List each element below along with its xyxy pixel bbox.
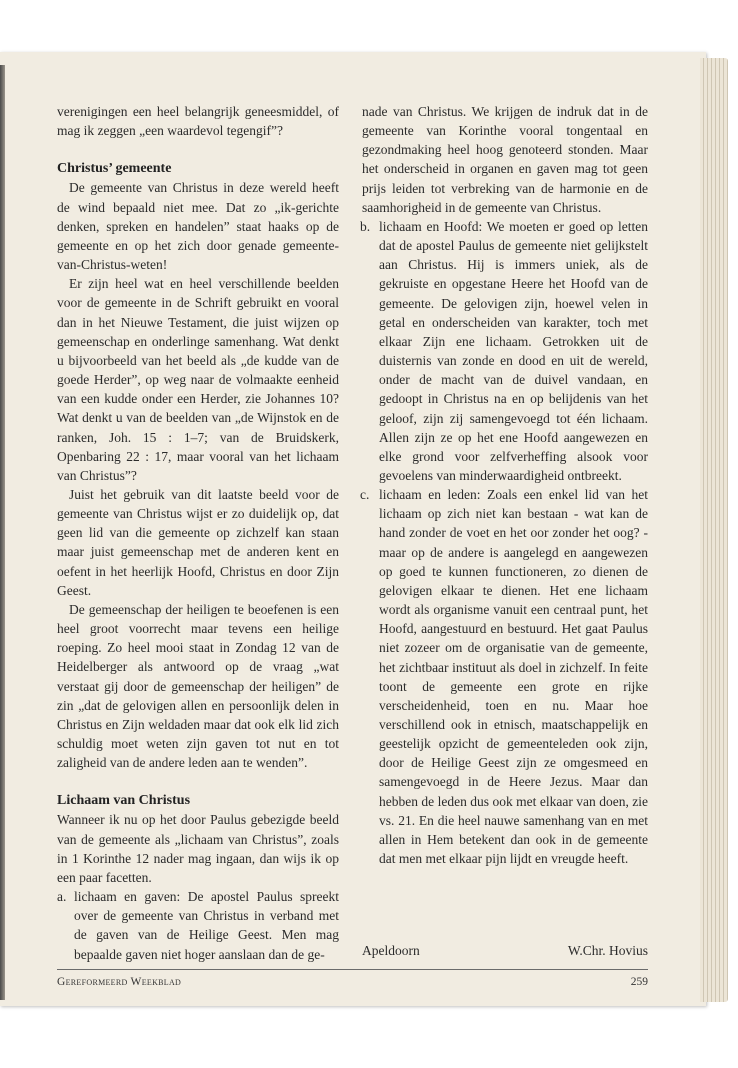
signature-place: Apeldoorn <box>362 943 420 958</box>
paragraph-1: De gemeente van Christus in deze wereld heeft de wind bepaald niet mee. Dat zo „ik-gerichte denken, spreken en handelen” staat haaks op de gemeente en op het zich door genade gemeente-van-Christus-weten! <box>57 180 339 273</box>
list-marker: b. <box>360 218 371 234</box>
page-footer <box>57 976 648 988</box>
section-heading-lichaam-van-christus: Lichaam van Christus <box>57 793 191 809</box>
list-item-c <box>362 485 648 868</box>
list-item-text: lichaam en leden: Zoals een enkel lid van het lichaam op zich niet kan bestaan - wat kan de hand zonder de voet en het oor zonder het oog? - maar op de andere is aangelegd en aangewezen op goed te kunnen functioneren, zo dienen de gelovigen elkaar te dienen. Het ene lichaam wordt als organisme vanuit een centraal punt, het Hoofd, aangestuurd en bestuurd. Het gaat Paulus niet zozeer om de organisatie van de gemeente, het zichtbaar instituut als doel in zichzelf. In feite toont de gemeente een grote en rijke verscheidenheid, toen en nu. Maar hoe verschillend ook in etnisch, maatschappelijk en geestelijk opzicht de gemeenteleden ook zijn, door de Heilige Geest zijn ze omgesmeed en samengevoegd in de Heere Jezus. Maar dan hebben de leden dus ook met elkaar van doen, zie vs. 21. En die heel nauwe samenhang van en met allen in Hem betekent dan ook in de gemeente dat men met elkaar pijn lijdt en vreugde heeft. <box>379 487 648 867</box>
list-item-b <box>362 217 648 485</box>
list-marker: a. <box>57 889 67 905</box>
book-binding <box>0 65 5 1000</box>
paragraph-5: Wanneer ik nu op het door Paulus gebezigde beeld van de gemeente als „lichaam van Christus”, zoals in 1 Korinthe 12 nader mag ingaan, dan wijs ik op een paar facetten. <box>57 812 339 885</box>
paragraph-2: Er zijn heel wat en heel verschillende beelden voor de gemeente in de Schrift gebruikt en vooral dan in het Nieuwe Testament, die juist wijzen op gemeenschap en onderlinge samenhang. Wat denkt u bijvoorbeeld van het beeld als „de kudde van de goede Herder”, op weg naar de volmaakte eenheid van een kudde onder een Herder, zie Johannes 10? Wat denkt u van de beelden van „de Wijnstok en de ranken, Joh. 15 : 1–7; van de Bruidskerk, Openbaring 22 : 17, maar vooral van het lichaam van Christus”? <box>57 276 339 483</box>
right-column <box>362 102 648 868</box>
publication-name: Gereformeerd Weekblad <box>57 976 182 988</box>
section-heading-christus-gemeente: Christus’ gemeente <box>57 161 172 177</box>
continuation-paragraph: nade van Christus. We krijgen de indruk dat in de gemeente van Korinthe vooral tongentaal en gezondmaking heel hoog genoteerd stonden. Maar het onderscheid in organen en gaven mag tot geen prijs leiden tot verbreking van de harmonie en de saamhorigheid in de gemeente van Christus. <box>362 104 648 215</box>
signature <box>362 943 648 959</box>
signature-author: W.Chr. Hovius <box>567 943 648 958</box>
list-item-a <box>57 887 339 964</box>
left-column <box>57 102 339 964</box>
footer-rule <box>57 969 648 970</box>
paragraph-3: Juist het gebruik van dit laatste beeld voor de gemeente van Christus wijst er zo duidelijk op, dat geen lid van die gemeente op zichzelf kan staan maar juist gemeenschap met de anderen kent en oefent in het heerlijk Hoofd, Christus en door Zijn Geest. <box>57 486 339 598</box>
list-item-text: lichaam en Hoofd: We moeten er goed op letten dat de apostel Paulus de gemeente niet gelijkstelt aan Christus. Hij is immers uniek, als de gekruiste en opgestane Heere het Hoofd van de gemeente. De gelovigen zijn, hoewel velen in getal en onderscheiden van karakter, toch met elkaar Zijn ene lichaam. Getrokken uit de duisternis van zonde en dood en uit de wereld, onder de macht van de duivel vandaan, en gedoopt in Christus na en op belijdenis van het geloof, zijn zij samengevoegd tot één lichaam. Allen zijn ze op het ene Hoofd aangewezen en elke grond voor zelfverheffing alsook voor gevoelens van minderwaardigheid ontbreekt. <box>379 218 648 483</box>
list-item-text: lichaam en gaven: De apostel Paulus spreekt over de gemeente van Christus in verband met de gaven van de Heilige Geest. Men mag bepaalde gaven niet hoger aanslaan dan de ge- <box>74 889 339 962</box>
page-number: 259 <box>630 976 648 988</box>
page-edges <box>700 58 728 1002</box>
paragraph-4: De gemeenschap der heiligen te beoefenen is een heel groot voorrecht maar tevens een heilige roeping. Zo heel mooi staat in Zondag 12 van de Heidelberger als antwoord op de vraag „wat verstaat gij door de gemeenschap der heiligen” de zin „dat de gelovigen allen en persoonlijk delen in Christus en Zijn weldaden maar dat ook elk lid zich schuldig moet weten zijn gaven tot nut en tot zaligheid van de andere leden aan te wenden”. <box>57 601 339 771</box>
intro-paragraph: verenigingen een heel belangrijk geneesmiddel, of mag ik zeggen „een waardevol tegengif”? <box>57 104 339 139</box>
list-marker: c. <box>360 487 370 503</box>
